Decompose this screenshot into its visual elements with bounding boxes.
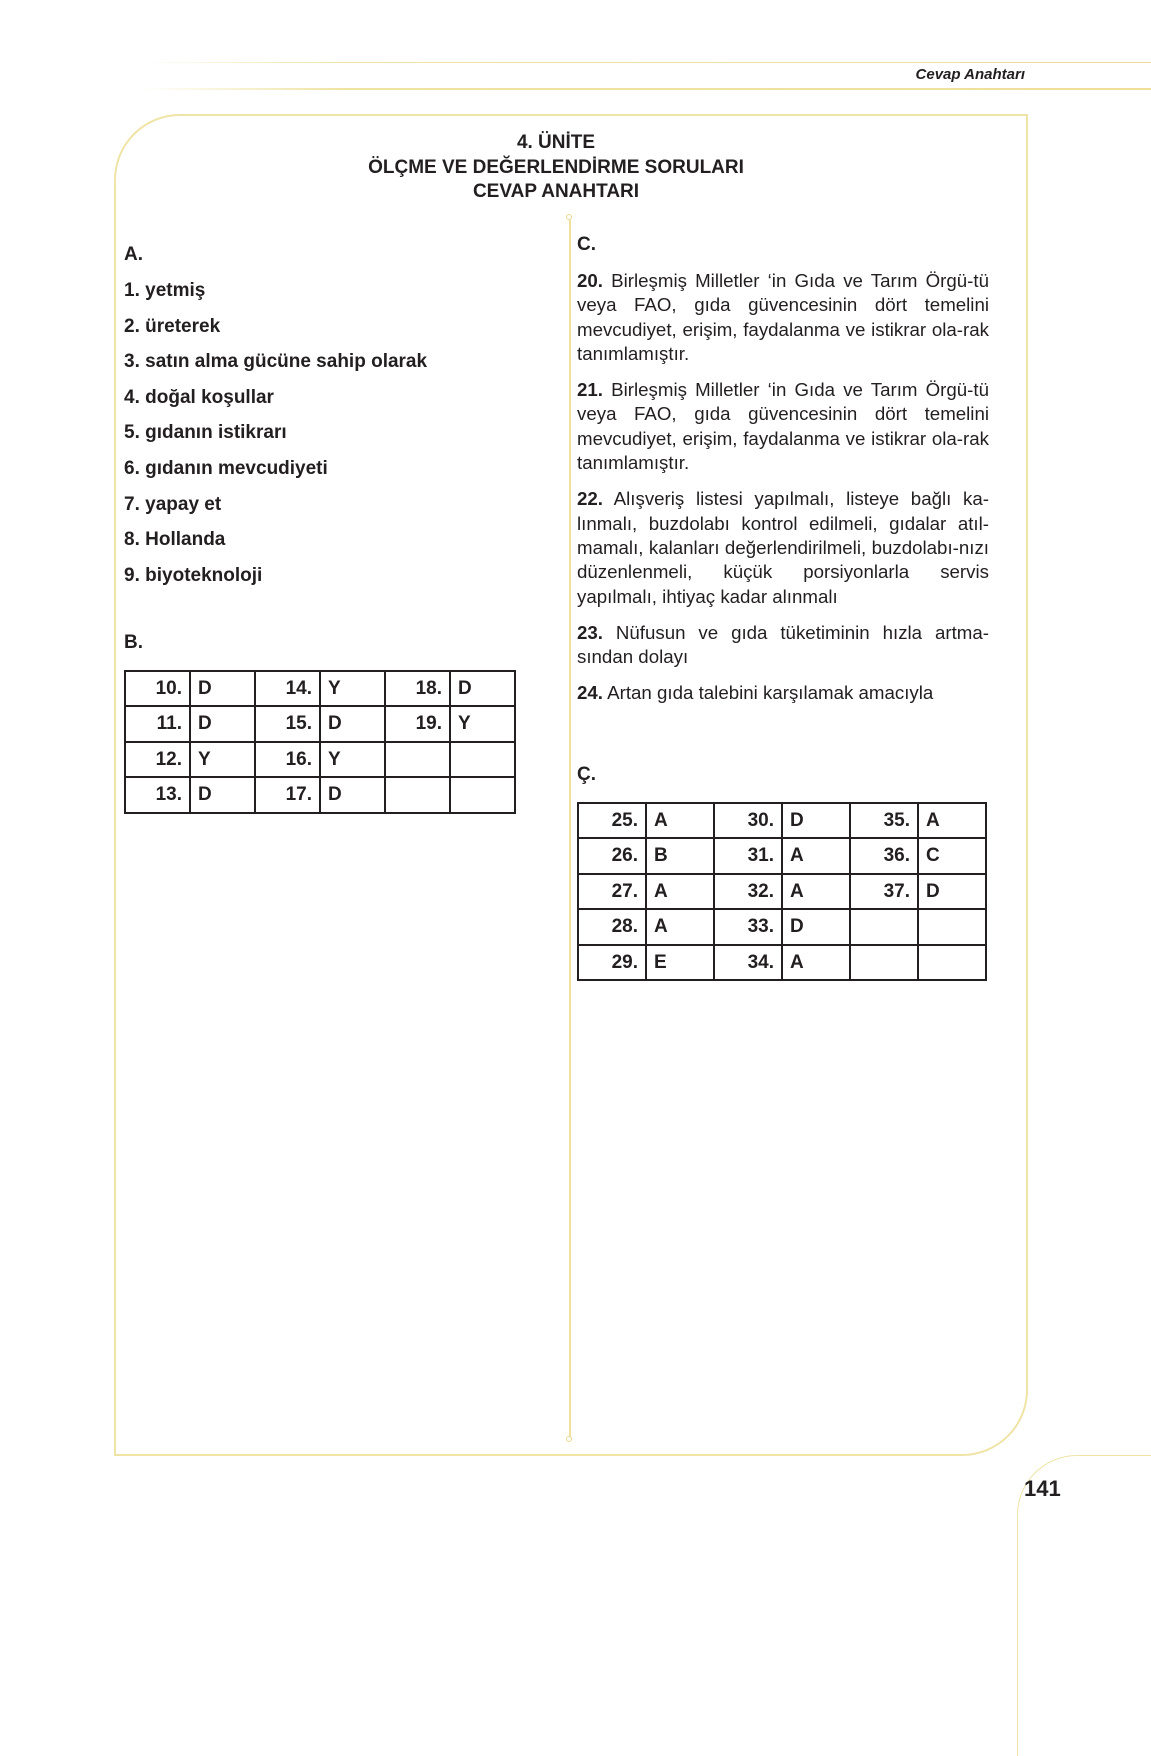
list-item: 9. biyoteknoloji xyxy=(124,564,263,586)
list-item: 4. doğal koşullar xyxy=(124,386,274,408)
section-cc-label: Ç. xyxy=(577,763,596,785)
answer-item-22: 22. Alışveriş listesi yapılmalı, listeye bağlı ka-lınmalı, buzdolabı kontrol edilmeli, gıdalar atıl-mamalı, kalanları değerlendirilmeli, buzdolabı-nızı düzenlenmeli, küçük porsiyonlarla servis yapılmalı, ihtiyaç kadar alınmalı xyxy=(577,488,989,607)
table-row: 27. A 32. A 37. D xyxy=(578,874,986,910)
divider-bottom-dot xyxy=(566,1436,572,1442)
header-rule-top xyxy=(140,62,1151,63)
table-row: 10. D 14. Y 18. D xyxy=(125,671,515,707)
running-title: Cevap Anahtarı xyxy=(915,66,1025,83)
list-item: 3. satın alma gücüne sahip olarak xyxy=(124,351,428,373)
list-item: 6. gıdanın mevcudiyeti xyxy=(124,457,328,479)
list-item: 1. yetmiş xyxy=(124,280,206,301)
table-row: 26. B 31. A 36. C xyxy=(578,838,986,874)
answer-item-21: 21. Birleşmiş Milletler ‘in Gıda ve Tarım Örgü-tü veya FAO, gıda güvencesinin dört temelini mevcudiyet, erişim, faydalanma ve istikrar ola-rak tanımlamıştır. xyxy=(577,379,989,474)
title-main: ÖLÇME VE DEĞERLENDİRME SORULARI xyxy=(368,156,744,178)
header-rule-bottom xyxy=(140,88,1151,90)
answer-item-23: 23. Nüfusun ve gıda tüketiminin hızla artma-sından dolayı xyxy=(577,621,989,668)
list-item: 8. Hollanda xyxy=(124,529,226,551)
answer-item-24: 24. Artan gıda talebini karşılamak amacıyla xyxy=(577,682,934,704)
title-sub: CEVAP ANAHTARI xyxy=(472,181,640,202)
left-column xyxy=(124,243,524,814)
page-number: 141 xyxy=(1024,1476,1061,1501)
title-unit: 4. ÜNİTE xyxy=(516,132,596,153)
table-row: 29. E 34. A xyxy=(578,945,986,981)
table-row: 12. Y 16. Y xyxy=(125,742,515,778)
table-row: 13. D 17. D xyxy=(125,777,515,813)
section-cc-answer-table xyxy=(577,802,987,982)
section-a-label: A. xyxy=(124,244,143,265)
column-divider xyxy=(569,220,571,1438)
table-row: 11. D 15. D 19. Y xyxy=(125,706,515,742)
section-a-list xyxy=(124,279,524,588)
answer-item-20: 20. Birleşmiş Milletler ‘in Gıda ve Tarım Örgü-tü veya FAO, gıda güvencesinin dört temelini mevcudiyet, erişim, faydalanma ve istikrar ola-rak tanımlamıştır. xyxy=(577,270,989,364)
section-b-answer-table xyxy=(124,670,516,814)
section-b-label: B. xyxy=(124,631,143,653)
table-row: 25. A 30. D 35. A xyxy=(578,803,986,839)
divider-top-dot xyxy=(566,214,572,220)
right-column xyxy=(577,233,989,981)
section-c-label: C. xyxy=(577,234,596,255)
list-item: 7. yapay et xyxy=(124,493,222,515)
page-title xyxy=(114,131,998,205)
table-row: 28. A 33. D xyxy=(578,909,986,945)
list-item: 2. üreterek xyxy=(124,315,221,337)
list-item: 5. gıdanın istikrarı xyxy=(124,422,287,444)
